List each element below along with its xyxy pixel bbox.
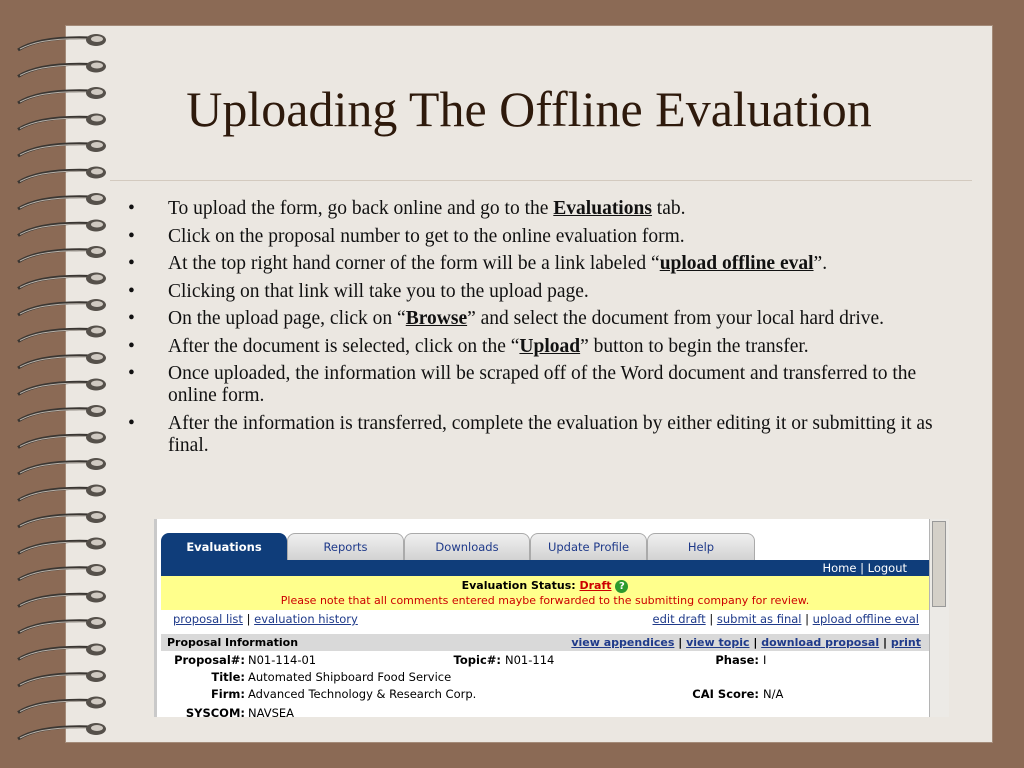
edit-draft-link[interactable]: edit draft [652, 612, 706, 626]
nav-separator: | [860, 561, 864, 575]
status-label: Evaluation Status: [461, 579, 576, 592]
spiral-ring-icon [18, 591, 106, 607]
title-value: Automated Shipboard Food Service [248, 670, 452, 684]
submit-as-final-link[interactable]: submit as final [716, 612, 802, 626]
view-appendices-link[interactable]: view appendices [571, 636, 675, 649]
subnav-left [173, 612, 358, 626]
spiral-ring-icon [18, 246, 106, 262]
spiral-ring-icon [18, 458, 106, 474]
tab-reports[interactable]: Reports [287, 533, 404, 560]
spiral-ring-icon [18, 140, 106, 156]
spiral-ring-icon [18, 485, 106, 501]
cai-score-label: CAI Score: [692, 687, 759, 701]
spiral-ring-icon [18, 326, 106, 342]
spiral-ring-icon [18, 670, 106, 686]
bullet-item: • To upload the form, go back online and go to the Evaluations tab. [128, 198, 963, 220]
tab-bar [161, 533, 931, 560]
spiral-ring-icon [18, 538, 106, 554]
subnav-separator: | [709, 612, 714, 626]
title-label: Title: [211, 670, 245, 684]
spiral-ring-icon [18, 511, 106, 527]
spiral-ring-icon [18, 193, 106, 209]
spiral-ring-icon [18, 352, 106, 368]
tab-help[interactable]: Help [647, 533, 755, 560]
spiral-ring-icon [18, 723, 106, 739]
spiral-ring-icon [18, 379, 106, 395]
evaluation-history-link[interactable]: evaluation history [254, 612, 358, 626]
home-link[interactable]: Home [822, 561, 857, 575]
help-icon[interactable]: ? [615, 580, 628, 593]
print-link[interactable]: print [890, 636, 921, 649]
topic-number-label: Topic#: [453, 653, 501, 667]
view-topic-link[interactable]: view topic [686, 636, 750, 649]
spiral-ring-icon [18, 34, 106, 50]
upload-offline-eval-link[interactable]: upload offline eval [812, 612, 919, 626]
spiral-ring-icon [18, 61, 106, 77]
subnav-separator: | [805, 612, 810, 626]
spiral-ring-icon [18, 564, 106, 580]
proposal-number-value[interactable]: N01-114-01 [248, 653, 317, 667]
bullet-item: • After the document is selected, click on the “Upload” button to begin the transfer. [128, 336, 963, 358]
bullet-list [128, 198, 963, 462]
logout-link[interactable]: Logout [867, 561, 907, 575]
spiral-ring-icon [18, 167, 106, 183]
phase-label: Phase: [715, 653, 759, 667]
bullet-item: • Click on the proposal number to get to the online evaluation form. [128, 226, 963, 248]
tab-update-profile[interactable]: Update Profile [530, 533, 647, 560]
bullet-item: • On the upload page, click on “Browse” and select the document from your local hard drive. [128, 308, 963, 330]
phase-value: I [763, 653, 767, 667]
syscom-label: SYSCOM: [185, 706, 245, 717]
subnav-separator: | [246, 612, 251, 626]
spiral-ring-icon [18, 299, 106, 315]
topic-number-value: N01-114 [505, 653, 555, 667]
spiral-ring-icon [18, 220, 106, 236]
vertical-scrollbar[interactable] [929, 519, 949, 717]
firm-label: Firm: [210, 687, 245, 701]
top-nav [161, 560, 929, 576]
subnav-right [653, 612, 920, 626]
syscom-value: NAVSEA [248, 706, 295, 717]
status-banner [161, 576, 929, 610]
spiral-ring-icon [18, 273, 106, 289]
bullet-item: • After the information is transferred, complete the evaluation by either editing it or submitting it as final. [128, 413, 963, 457]
status-note: Please note that all comments entered maybe forwarded to the submitting company for review. [280, 594, 810, 607]
spiral-ring-icon [18, 432, 106, 448]
spiral-ring-icon [18, 697, 106, 713]
slide-title: Uploading The Offline Evaluation [186, 81, 872, 137]
tab-evaluations[interactable]: Evaluations [161, 533, 287, 560]
cai-score-value: N/A [763, 687, 784, 701]
info-separator: | [753, 636, 758, 649]
proposal-list-link[interactable]: proposal list [173, 612, 243, 626]
proposal-number-label: Proposal#: [174, 653, 245, 667]
bullet-item: • Clicking on that link will take you to the upload page. [128, 281, 963, 303]
title-divider [110, 180, 972, 181]
info-separator: | [678, 636, 683, 649]
proposal-info-title: Proposal Information [167, 636, 299, 649]
spiral-ring-icon [18, 405, 106, 421]
firm-value: Advanced Technology & Research Corp. [248, 687, 477, 701]
spiral-ring-icon [18, 644, 106, 660]
status-draft-link[interactable]: Draft [579, 579, 612, 592]
download-proposal-link[interactable]: download proposal [761, 636, 880, 649]
info-separator: | [882, 636, 887, 649]
bullet-item: • At the top right hand corner of the form will be a link labeled “upload offline eval”. [128, 253, 963, 275]
tab-downloads[interactable]: Downloads [404, 533, 530, 560]
spiral-ring-icon [18, 617, 106, 633]
embedded-screenshot [154, 519, 949, 717]
scrollbar-thumb[interactable] [932, 521, 946, 607]
proposal-info-links [571, 634, 921, 651]
proposal-info-header [161, 634, 929, 651]
bullet-item: • Once uploaded, the information will be scraped off of the Word document and transferred to the online form. [128, 363, 963, 407]
